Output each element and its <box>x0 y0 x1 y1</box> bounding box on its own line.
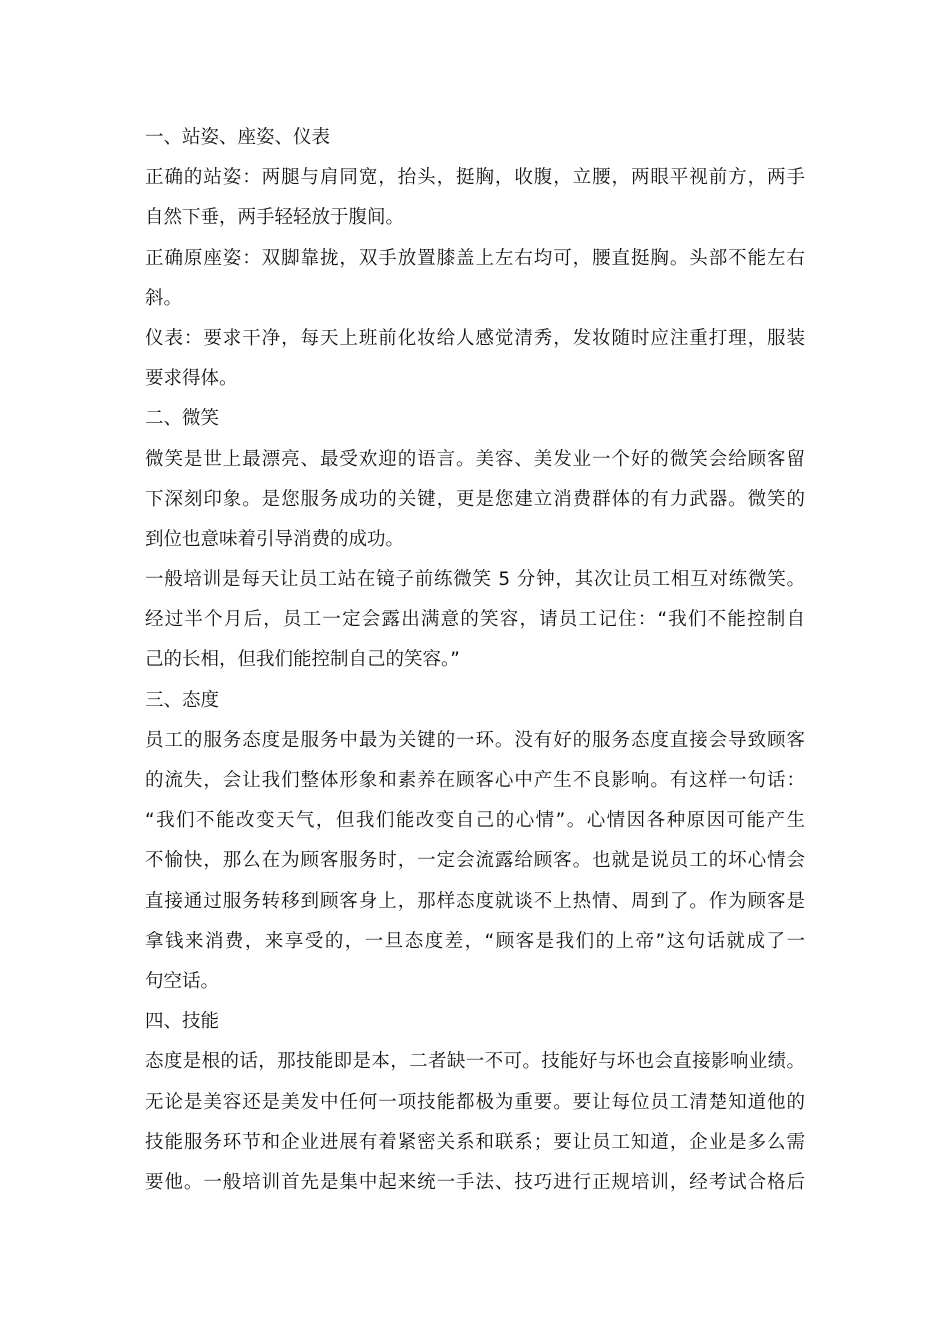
text-line: 要求得体。 <box>145 368 238 390</box>
text-line: 的流失，会让我们整体形象和素养在顾客心中产生不良影响。有这样一句话： <box>145 770 805 791</box>
text-line: 到位也意味着引导消费的成功。 <box>145 528 405 550</box>
text-line: 正确的站姿：两腿与肩同宽，抬头，挺胸，收腹，立腰，两眼平视前方，两手 <box>145 167 805 189</box>
text-line: 经过半个月后，员工一定会露出满意的笑容，请员工记住：“我们不能控制自 <box>145 609 805 631</box>
text-line: 斜。 <box>145 287 183 309</box>
text-line: 不愉快，那么在为顾客服务时，一定会流露给顾客。也就是说员工的坏心情会 <box>145 850 805 872</box>
text-line: 己的长相，但我们能控制自己的笑容。” <box>145 649 460 671</box>
text-line: 句空话。 <box>145 970 220 992</box>
text-line: 下深刻印象。是您服务成功的关键，更是您建立消费群体的有力武器。微笑的 <box>145 488 805 510</box>
text-line: 一、站姿、座姿、仪表 <box>145 127 331 148</box>
text-line: “我们不能改变天气，但我们能改变自己的心情”。心情因各种原因可能产生 <box>145 810 805 832</box>
text-line: 无论是美容还是美发中任何一项技能都极为重要。要让每位员工清楚知道他的 <box>145 1091 805 1113</box>
text-line: 一般培训是每天让员工站在镜子前练微笑 5 分钟，其次让员工相互对练微笑。 <box>145 569 805 591</box>
text-line: 仪表：要求干净，每天上班前化妆给人感觉清秀，发妆随时应注重打理，服装 <box>145 327 805 349</box>
text-line: 自然下垂，两手轻轻放于腹间。 <box>145 207 405 229</box>
text-line: 拿钱来消费，来享受的，一旦态度差，“顾客是我们的上帝”这句话就成了一 <box>145 930 805 952</box>
text-line: 二、微笑 <box>145 408 220 430</box>
text-line: 正确原座姿：双脚靠拢，双手放置膝盖上左右均可，腰直挺胸。头部不能左右 <box>145 247 805 269</box>
text-line: 直接通过服务转移到顾客身上，那样态度就谈不上热情、周到了。作为顾客是 <box>145 890 805 912</box>
text-line: 态度是根的话，那技能即是本，二者缺一不可。技能好与坏也会直接影响业绩。 <box>145 1051 805 1073</box>
text-line: 微笑是世上最漂亮、最受欢迎的语言。美容、美发业一个好的微笑会给顾客留 <box>145 448 805 470</box>
text-line: 三、态度 <box>145 689 220 711</box>
text-line: 要他。一般培训首先是集中起来统一手法、技巧进行正规培训，经考试合格后 <box>145 1171 805 1193</box>
text-line: 技能服务环节和企业进展有着紧密关系和联系；要让员工知道，企业是多么需 <box>145 1131 805 1153</box>
text-line: 四、技能 <box>145 1011 220 1033</box>
text-line: 员工的服务态度是服务中最为关键的一环。没有好的服务态度直接会导致顾客 <box>145 729 805 751</box>
document-body <box>145 118 805 1203</box>
